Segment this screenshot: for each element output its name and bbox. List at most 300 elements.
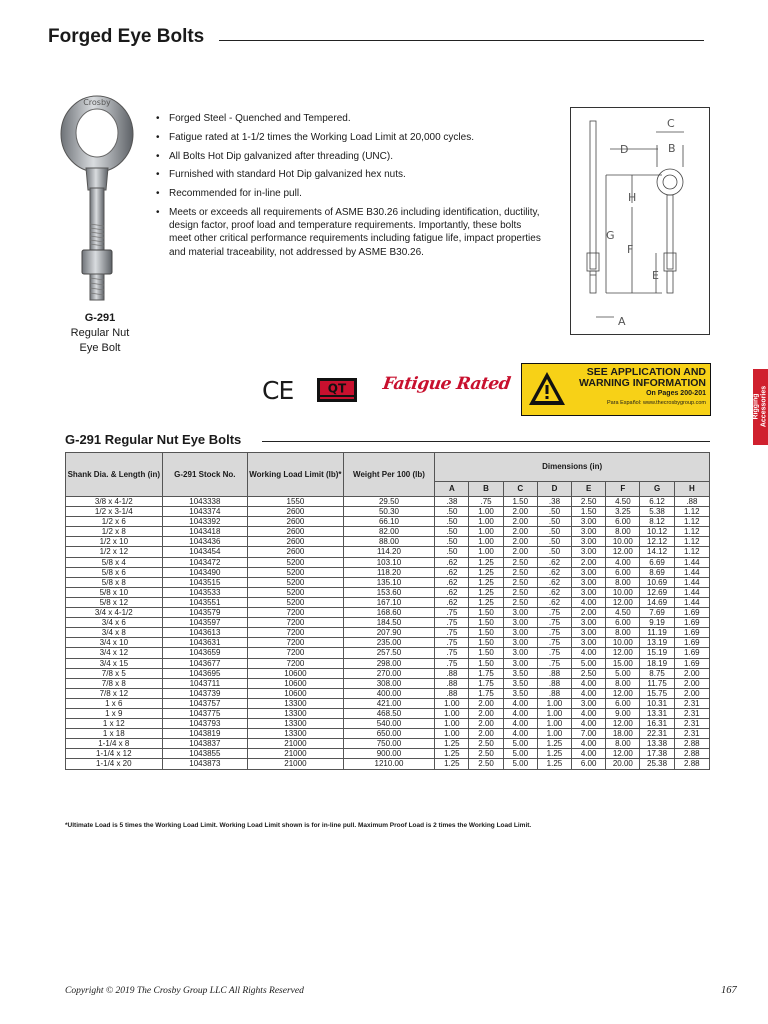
table-cell: 1/2 x 8 xyxy=(66,527,163,537)
table-row xyxy=(66,668,710,678)
table-cell: 5.00 xyxy=(503,759,537,769)
table-cell: .50 xyxy=(435,527,469,537)
table-cell: 7/8 x 12 xyxy=(66,688,163,698)
col-header-f: F xyxy=(606,482,640,497)
table-cell: .75 xyxy=(537,628,571,638)
table-cell: 3/4 x 12 xyxy=(66,648,163,658)
table-cell: 3/4 x 10 xyxy=(66,638,163,648)
table-cell: 12.00 xyxy=(606,719,640,729)
table-cell: 12.00 xyxy=(606,648,640,658)
col-header-a: A xyxy=(435,482,469,497)
table-cell: .75 xyxy=(435,648,469,658)
table-cell: 2.00 xyxy=(572,557,606,567)
table-cell: 3.00 xyxy=(572,618,606,628)
table-cell: .50 xyxy=(537,547,571,557)
table-cell: 1.00 xyxy=(537,729,571,739)
table-cell: 1.00 xyxy=(435,719,469,729)
warning-line1: SEE APPLICATION AND xyxy=(586,366,706,378)
table-cell: 3.50 xyxy=(503,678,537,688)
table-cell: 1.75 xyxy=(469,678,503,688)
col-header-wll: Working Load Limit (lb)* xyxy=(248,453,344,497)
table-title-rule xyxy=(262,441,710,442)
table-row xyxy=(66,719,710,729)
side-tab-line2: Accessories xyxy=(760,385,767,428)
table-cell: 6.00 xyxy=(606,517,640,527)
table-cell: 1.44 xyxy=(674,587,709,597)
table-cell: 10.00 xyxy=(606,537,640,547)
table-cell: 2.50 xyxy=(503,587,537,597)
table-cell: 3.00 xyxy=(572,547,606,557)
table-cell: 7/8 x 5 xyxy=(66,668,163,678)
forge-mark: Crosby xyxy=(83,98,111,107)
table-cell: .50 xyxy=(435,537,469,547)
table-cell: 1.00 xyxy=(537,719,571,729)
table-cell: 3.00 xyxy=(572,517,606,527)
table-cell: 66.10 xyxy=(343,517,435,527)
table-cell: 21000 xyxy=(248,749,344,759)
product-caption xyxy=(50,311,150,356)
table-cell: .50 xyxy=(537,517,571,527)
table-cell: 1.25 xyxy=(469,587,503,597)
table-cell: 2600 xyxy=(248,527,344,537)
table-cell: .75 xyxy=(435,658,469,668)
table-cell: 3/4 x 6 xyxy=(66,618,163,628)
table-cell: 5.00 xyxy=(503,749,537,759)
table-cell: 1043392 xyxy=(162,517,248,527)
table-cell: 2.00 xyxy=(674,688,709,698)
table-cell: .62 xyxy=(537,577,571,587)
table-row xyxy=(66,759,710,769)
table-cell: .75 xyxy=(435,618,469,628)
table-cell: 1.50 xyxy=(469,648,503,658)
table-cell: 1.12 xyxy=(674,547,709,557)
table-cell: 1.12 xyxy=(674,507,709,517)
col-header-d: D xyxy=(537,482,571,497)
table-cell: 4.00 xyxy=(572,739,606,749)
table-cell: 1043793 xyxy=(162,719,248,729)
col-header-h: H xyxy=(674,482,709,497)
table-cell: 1.00 xyxy=(469,527,503,537)
table-cell: 3.00 xyxy=(572,567,606,577)
table-cell: 10600 xyxy=(248,688,344,698)
table-cell: 2.88 xyxy=(674,739,709,749)
product-name-line2: Eye Bolt xyxy=(79,342,121,354)
table-cell: 14.12 xyxy=(640,547,674,557)
table-cell: 2.50 xyxy=(503,597,537,607)
table-cell: 1.25 xyxy=(469,557,503,567)
table-cell: 1043338 xyxy=(162,497,248,507)
col-header-dimensions: Dimensions (in) xyxy=(435,453,710,482)
table-cell: 135.10 xyxy=(343,577,435,587)
table-cell: 2.88 xyxy=(674,759,709,769)
table-cell: 25.38 xyxy=(640,759,674,769)
table-cell: .62 xyxy=(435,557,469,567)
qt-logo xyxy=(317,378,357,402)
table-cell: 15.75 xyxy=(640,688,674,698)
table-cell: 1.00 xyxy=(469,507,503,517)
warning-line3: On Pages 200-201 xyxy=(646,390,706,397)
feature-item: • Meets or exceeds all requirements of ASME B30.26 including identification, ductility, design factor, proof load and temperature requirements. Importantly, these bolts meet other critical performance requirements including fatigue life, impact properties and material traceability, not addressed by ASME B30.26. xyxy=(154,206,546,259)
table-cell: 2.00 xyxy=(674,678,709,688)
table-cell: 4.00 xyxy=(572,708,606,718)
table-cell: 1.44 xyxy=(674,557,709,567)
table-row xyxy=(66,547,710,557)
table-cell: .62 xyxy=(537,597,571,607)
table-cell: 1043855 xyxy=(162,749,248,759)
table-row xyxy=(66,567,710,577)
table-cell: 5200 xyxy=(248,587,344,597)
table-title: G-291 Regular Nut Eye Bolts xyxy=(65,432,242,447)
dim-label-b: B xyxy=(668,142,676,155)
page-number: 167 xyxy=(721,985,737,996)
table-cell: .50 xyxy=(537,507,571,517)
table-cell: 2.00 xyxy=(503,547,537,557)
table-cell: 17.38 xyxy=(640,749,674,759)
table-cell: 1.25 xyxy=(435,749,469,759)
spec-table xyxy=(65,452,710,770)
table-cell: 1.50 xyxy=(572,507,606,517)
table-cell: 1.44 xyxy=(674,597,709,607)
table-cell: 10600 xyxy=(248,668,344,678)
table-cell: 5.38 xyxy=(640,507,674,517)
table-cell: 4.00 xyxy=(572,749,606,759)
feature-list xyxy=(154,112,546,264)
col-header-e: E xyxy=(572,482,606,497)
table-cell: 2.00 xyxy=(469,719,503,729)
table-row xyxy=(66,648,710,658)
product-name-line1: Regular Nut xyxy=(70,327,130,339)
dim-label-c: C xyxy=(667,117,675,130)
table-cell: 15.19 xyxy=(640,648,674,658)
table-cell: 3.50 xyxy=(503,688,537,698)
table-cell: 4.00 xyxy=(572,597,606,607)
table-cell: 2.88 xyxy=(674,749,709,759)
table-cell: 4.00 xyxy=(503,698,537,708)
table-row xyxy=(66,688,710,698)
table-cell: 308.00 xyxy=(343,678,435,688)
table-cell: 5/8 x 6 xyxy=(66,567,163,577)
table-cell: 7200 xyxy=(248,658,344,668)
table-cell: 1.00 xyxy=(469,517,503,527)
table-cell: 1 x 9 xyxy=(66,708,163,718)
table-cell: 2.00 xyxy=(469,698,503,708)
table-cell: 1043418 xyxy=(162,527,248,537)
table-cell: 650.00 xyxy=(343,729,435,739)
table-cell: 7200 xyxy=(248,628,344,638)
table-cell: 3/4 x 8 xyxy=(66,628,163,638)
table-cell: 1043613 xyxy=(162,628,248,638)
table-cell: .75 xyxy=(435,638,469,648)
table-cell: 10.12 xyxy=(640,527,674,537)
table-row xyxy=(66,597,710,607)
table-cell: 4.00 xyxy=(503,729,537,739)
table-cell: 2.50 xyxy=(503,557,537,567)
table-cell: 1/2 x 12 xyxy=(66,547,163,557)
table-cell: 11.75 xyxy=(640,678,674,688)
table-cell: 13.19 xyxy=(640,638,674,648)
table-cell: .50 xyxy=(537,527,571,537)
table-cell: 207.90 xyxy=(343,628,435,638)
table-cell: 82.00 xyxy=(343,527,435,537)
table-cell: 2.31 xyxy=(674,708,709,718)
table-cell: 1.00 xyxy=(469,547,503,557)
table-cell: 10.00 xyxy=(606,587,640,597)
table-cell: 3/4 x 15 xyxy=(66,658,163,668)
table-cell: .75 xyxy=(537,618,571,628)
table-row xyxy=(66,618,710,628)
table-cell: 1.69 xyxy=(674,608,709,618)
table-cell: 3.50 xyxy=(503,668,537,678)
section-side-tab xyxy=(753,369,768,445)
table-cell: 2.00 xyxy=(503,507,537,517)
table-cell: 1.00 xyxy=(537,698,571,708)
table-cell: 2600 xyxy=(248,547,344,557)
table-cell: .62 xyxy=(435,587,469,597)
table-cell: 1/2 x 3-1/4 xyxy=(66,507,163,517)
ce-mark-logo: CE xyxy=(262,376,294,405)
table-cell: 1.25 xyxy=(469,567,503,577)
table-cell: 8.00 xyxy=(606,577,640,587)
table-cell: .38 xyxy=(435,497,469,507)
table-cell: 257.50 xyxy=(343,648,435,658)
table-cell: 2.00 xyxy=(469,729,503,739)
table-cell: 1043515 xyxy=(162,577,248,587)
copyright-text: Copyright © 2019 The Crosby Group LLC All Rights Reserved xyxy=(65,986,304,996)
table-cell: 1210.00 xyxy=(343,759,435,769)
dim-label-a: A xyxy=(618,315,626,328)
title-rule xyxy=(219,40,704,41)
col-header-g: G xyxy=(640,482,674,497)
table-cell: 1.69 xyxy=(674,628,709,638)
table-cell: 8.00 xyxy=(606,527,640,537)
table-cell: 12.69 xyxy=(640,587,674,597)
table-row xyxy=(66,507,710,517)
table-cell: 7200 xyxy=(248,638,344,648)
table-cell: 4.00 xyxy=(572,688,606,698)
table-cell: 2.00 xyxy=(503,517,537,527)
table-footnote: *Ultimate Load is 5 times the Working Load Limit. Working Load Limit shown is for in-line pull. Maximum Proof Load is 2 times the Working Load Limit. xyxy=(65,822,532,829)
product-code: G-291 xyxy=(84,312,116,324)
warning-banner xyxy=(521,363,711,416)
table-cell: .75 xyxy=(537,638,571,648)
table-cell: 1043695 xyxy=(162,668,248,678)
table-row xyxy=(66,678,710,688)
table-cell: 10.31 xyxy=(640,698,674,708)
table-cell: .62 xyxy=(537,557,571,567)
table-cell: 1.25 xyxy=(537,759,571,769)
col-header-b: B xyxy=(469,482,503,497)
table-row xyxy=(66,527,710,537)
table-cell: .50 xyxy=(435,547,469,557)
table-cell: 10600 xyxy=(248,678,344,688)
table-cell: 3.00 xyxy=(503,638,537,648)
table-cell: 103.10 xyxy=(343,557,435,567)
table-cell: 1-1/4 x 12 xyxy=(66,749,163,759)
table-cell: 6.00 xyxy=(572,759,606,769)
table-cell: 270.00 xyxy=(343,668,435,678)
table-cell: 1.00 xyxy=(435,729,469,739)
table-cell: 2.50 xyxy=(469,759,503,769)
table-cell: 1.50 xyxy=(503,497,537,507)
table-cell: 8.00 xyxy=(606,739,640,749)
table-cell: 1.75 xyxy=(469,688,503,698)
table-cell: 2.50 xyxy=(503,577,537,587)
table-cell: 4.50 xyxy=(606,608,640,618)
table-cell: 3.00 xyxy=(572,577,606,587)
table-cell: .62 xyxy=(435,567,469,577)
table-cell: 13300 xyxy=(248,708,344,718)
table-cell: 1.25 xyxy=(469,597,503,607)
table-cell: 1043677 xyxy=(162,658,248,668)
table-cell: 3/8 x 4-1/2 xyxy=(66,497,163,507)
col-header-c: C xyxy=(503,482,537,497)
table-cell: .50 xyxy=(435,517,469,527)
table-cell: 167.10 xyxy=(343,597,435,607)
table-cell: 18.19 xyxy=(640,658,674,668)
table-cell: 13300 xyxy=(248,729,344,739)
table-cell: 12.00 xyxy=(606,597,640,607)
table-row xyxy=(66,497,710,507)
table-cell: 1/2 x 6 xyxy=(66,517,163,527)
table-cell: 16.31 xyxy=(640,719,674,729)
table-cell: 5/8 x 8 xyxy=(66,577,163,587)
table-cell: 18.00 xyxy=(606,729,640,739)
table-row xyxy=(66,658,710,668)
table-cell: 5.00 xyxy=(572,658,606,668)
table-row xyxy=(66,557,710,567)
table-cell: 1.00 xyxy=(469,537,503,547)
table-cell: 5200 xyxy=(248,567,344,577)
table-cell: 5200 xyxy=(248,597,344,607)
col-header-shank: Shank Dia. & Length (in) xyxy=(66,453,163,497)
table-cell: .88 xyxy=(435,678,469,688)
table-cell: 1.12 xyxy=(674,537,709,547)
table-cell: 50.30 xyxy=(343,507,435,517)
table-cell: 1043659 xyxy=(162,648,248,658)
table-cell: 1.25 xyxy=(435,739,469,749)
table-cell: 1 x 6 xyxy=(66,698,163,708)
table-cell: 10.00 xyxy=(606,638,640,648)
table-cell: 1043490 xyxy=(162,567,248,577)
table-cell: 1043454 xyxy=(162,547,248,557)
table-cell: 1043873 xyxy=(162,759,248,769)
table-cell: 9.19 xyxy=(640,618,674,628)
table-cell: 8.00 xyxy=(606,678,640,688)
table-cell: 4.00 xyxy=(503,719,537,729)
table-cell: 1043597 xyxy=(162,618,248,628)
table-cell: .38 xyxy=(537,497,571,507)
table-cell: 4.00 xyxy=(503,708,537,718)
table-cell: 153.60 xyxy=(343,587,435,597)
table-row xyxy=(66,517,710,527)
table-cell: 468.50 xyxy=(343,708,435,718)
col-header-weight: Weight Per 100 (lb) xyxy=(343,453,435,497)
table-cell: .88 xyxy=(537,688,571,698)
feature-item: • Recommended for in-line pull. xyxy=(154,187,546,200)
table-cell: 8.12 xyxy=(640,517,674,527)
table-cell: .75 xyxy=(537,648,571,658)
feature-item: • Fatigue rated at 1-1/2 times the Working Load Limit at 20,000 cycles. xyxy=(154,131,546,144)
table-row xyxy=(66,577,710,587)
table-cell: .50 xyxy=(435,507,469,517)
table-row xyxy=(66,638,710,648)
table-row xyxy=(66,587,710,597)
table-cell: 1-1/4 x 20 xyxy=(66,759,163,769)
col-header-stock: G-291 Stock No. xyxy=(162,453,248,497)
table-cell: 1043374 xyxy=(162,507,248,517)
table-cell: 2.50 xyxy=(469,739,503,749)
table-cell: 22.31 xyxy=(640,729,674,739)
page-title: Forged Eye Bolts xyxy=(48,26,205,47)
table-cell: 750.00 xyxy=(343,739,435,749)
table-cell: 3.00 xyxy=(572,537,606,547)
table-cell: 1.25 xyxy=(537,749,571,759)
table-cell: 3.00 xyxy=(572,638,606,648)
table-cell: 1.00 xyxy=(435,698,469,708)
table-cell: 1.25 xyxy=(435,759,469,769)
dim-label-h: H xyxy=(628,191,637,204)
table-cell: 6.12 xyxy=(640,497,674,507)
table-cell: 1-1/4 x 8 xyxy=(66,739,163,749)
spec-table-body xyxy=(66,497,710,770)
table-cell: 540.00 xyxy=(343,719,435,729)
table-cell: 20.00 xyxy=(606,759,640,769)
table-cell: 2.50 xyxy=(572,497,606,507)
feature-item: • All Bolts Hot Dip galvanized after threading (UNC). xyxy=(154,150,546,163)
table-cell: 1.75 xyxy=(469,668,503,678)
table-cell: 88.00 xyxy=(343,537,435,547)
table-cell: 15.00 xyxy=(606,658,640,668)
table-cell: 1.69 xyxy=(674,618,709,628)
table-cell: 12.00 xyxy=(606,547,640,557)
table-cell: 3.00 xyxy=(503,648,537,658)
table-cell: 7.00 xyxy=(572,729,606,739)
table-cell: 6.00 xyxy=(606,698,640,708)
fatigue-rated-logo: Fatigue Rated xyxy=(381,374,512,394)
table-cell: 114.20 xyxy=(343,547,435,557)
table-cell: 5200 xyxy=(248,557,344,567)
table-cell: 13.38 xyxy=(640,739,674,749)
table-cell: .62 xyxy=(435,597,469,607)
table-cell: 2.31 xyxy=(674,729,709,739)
table-cell: 13300 xyxy=(248,719,344,729)
table-cell: 2.50 xyxy=(503,567,537,577)
table-cell: 2.00 xyxy=(503,527,537,537)
table-cell: 421.00 xyxy=(343,698,435,708)
table-cell: 1.00 xyxy=(537,708,571,718)
table-cell: .75 xyxy=(435,628,469,638)
table-cell: 6.00 xyxy=(606,567,640,577)
table-row xyxy=(66,749,710,759)
table-cell: 5200 xyxy=(248,577,344,587)
table-cell: 21000 xyxy=(248,739,344,749)
table-row xyxy=(66,608,710,618)
table-cell: 1.12 xyxy=(674,517,709,527)
eye-bolt-photo xyxy=(52,92,150,304)
table-cell: 3.00 xyxy=(503,658,537,668)
table-cell: 7200 xyxy=(248,648,344,658)
table-cell: 1.69 xyxy=(674,648,709,658)
table-cell: .88 xyxy=(435,688,469,698)
table-cell: 21000 xyxy=(248,759,344,769)
warning-line2: WARNING INFORMATION xyxy=(579,377,706,389)
table-cell: 14.69 xyxy=(640,597,674,607)
qt-logo-text: QT xyxy=(327,381,347,396)
warning-icon xyxy=(528,370,566,408)
table-cell: 1.12 xyxy=(674,527,709,537)
table-cell: 1.50 xyxy=(469,618,503,628)
table-cell: 4.00 xyxy=(572,678,606,688)
